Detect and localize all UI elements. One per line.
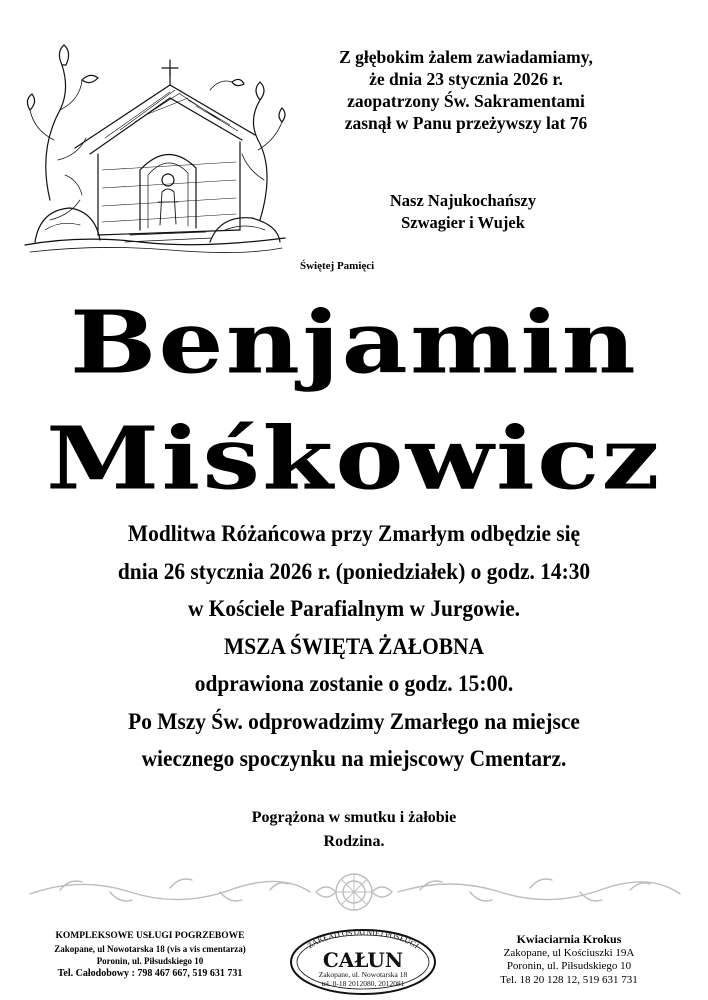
intro-line-2: że dnia 23 stycznia 2026 r.	[369, 69, 563, 89]
florist-address-2: Poronin, ul. Piłsudskiego 10	[506, 960, 632, 973]
announcement-line-4: MSZA ŚWIĘTA ŻAŁOBNA	[224, 633, 484, 659]
announcement-line-3: w Kościele Parafialnym w Jurgowie.	[187, 596, 521, 621]
calun-logo	[288, 924, 438, 996]
death-notice-intro	[296, 46, 636, 134]
closing-line-2: Rodzina.	[323, 833, 385, 850]
closing-line-1: Pogrążona w smutku i żałobie	[251, 809, 457, 826]
logo-address: Zakopane, ul. Nowotarska 18	[318, 970, 408, 979]
announcement-line-1: Modlitwa Różańcowa przy Zmarłym odbędzie się	[127, 521, 581, 546]
funeral-services-address-1: Zakopane, ul Nowotarska 18 (vis a vis cmentarza)	[54, 943, 246, 954]
funeral-services-address-2: Poronin, ul. Piłsudskiego 10	[96, 956, 204, 967]
announcement-line-7: wiecznego spoczynku na miejscowy Cmentarz.	[141, 746, 567, 771]
relation-line-1: Nasz Najukochańszy	[389, 191, 537, 210]
florist-footer	[445, 933, 693, 987]
funeral-services-footer	[14, 930, 286, 980]
memory-label: Świętej Pamięci	[300, 260, 375, 272]
intro-line-3: zaopatrzony Św. Sakramentami	[347, 91, 585, 111]
logo-arc-text: ZAKŁAD OSTATNIEJ POSŁUGI	[305, 927, 421, 951]
logo-phone: tel. 0-18 2012080, 2012081	[321, 979, 405, 988]
florist-title: Kwiaciarnia Krokus	[516, 932, 622, 946]
closing-signature	[200, 806, 508, 854]
announcement-line-6: Po Mszy Św. odprowadzimy Zmarłego na miejsce	[128, 708, 580, 734]
intro-line-4: zasnął w Panu przeżywszy lat 76	[344, 113, 588, 133]
intro-line-1: Z głębokim żalem zawiadamiamy,	[339, 47, 593, 67]
funeral-announcement	[43, 515, 664, 778]
relation-block	[318, 190, 608, 234]
logo-name: CAŁUN	[322, 948, 404, 972]
announcement-line-2: dnia 26 stycznia 2026 r. (poniedziałek) o godz. 14:30	[117, 558, 591, 584]
deceased-first-name: Benjamin	[69, 291, 639, 393]
chapel-illustration	[20, 30, 290, 260]
florist-address-1: Zakopane, ul Kościuszki 19A	[503, 946, 635, 959]
deceased-last-name: Miśkowicz	[46, 407, 662, 509]
relation-line-2: Szwagier i Wujek	[401, 213, 525, 232]
floral-divider-ornament	[20, 868, 688, 916]
funeral-services-title: KOMPLEKSOWE USŁUGI POGRZEBOWE	[55, 931, 245, 941]
florist-phone: Tel. 18 20 128 12, 519 631 731	[500, 973, 638, 986]
funeral-services-phone: Tel. Całodobowy : 798 467 667, 519 631 731	[57, 967, 243, 979]
announcement-line-5: odprawiona zostanie o godz. 15:00.	[194, 671, 514, 696]
